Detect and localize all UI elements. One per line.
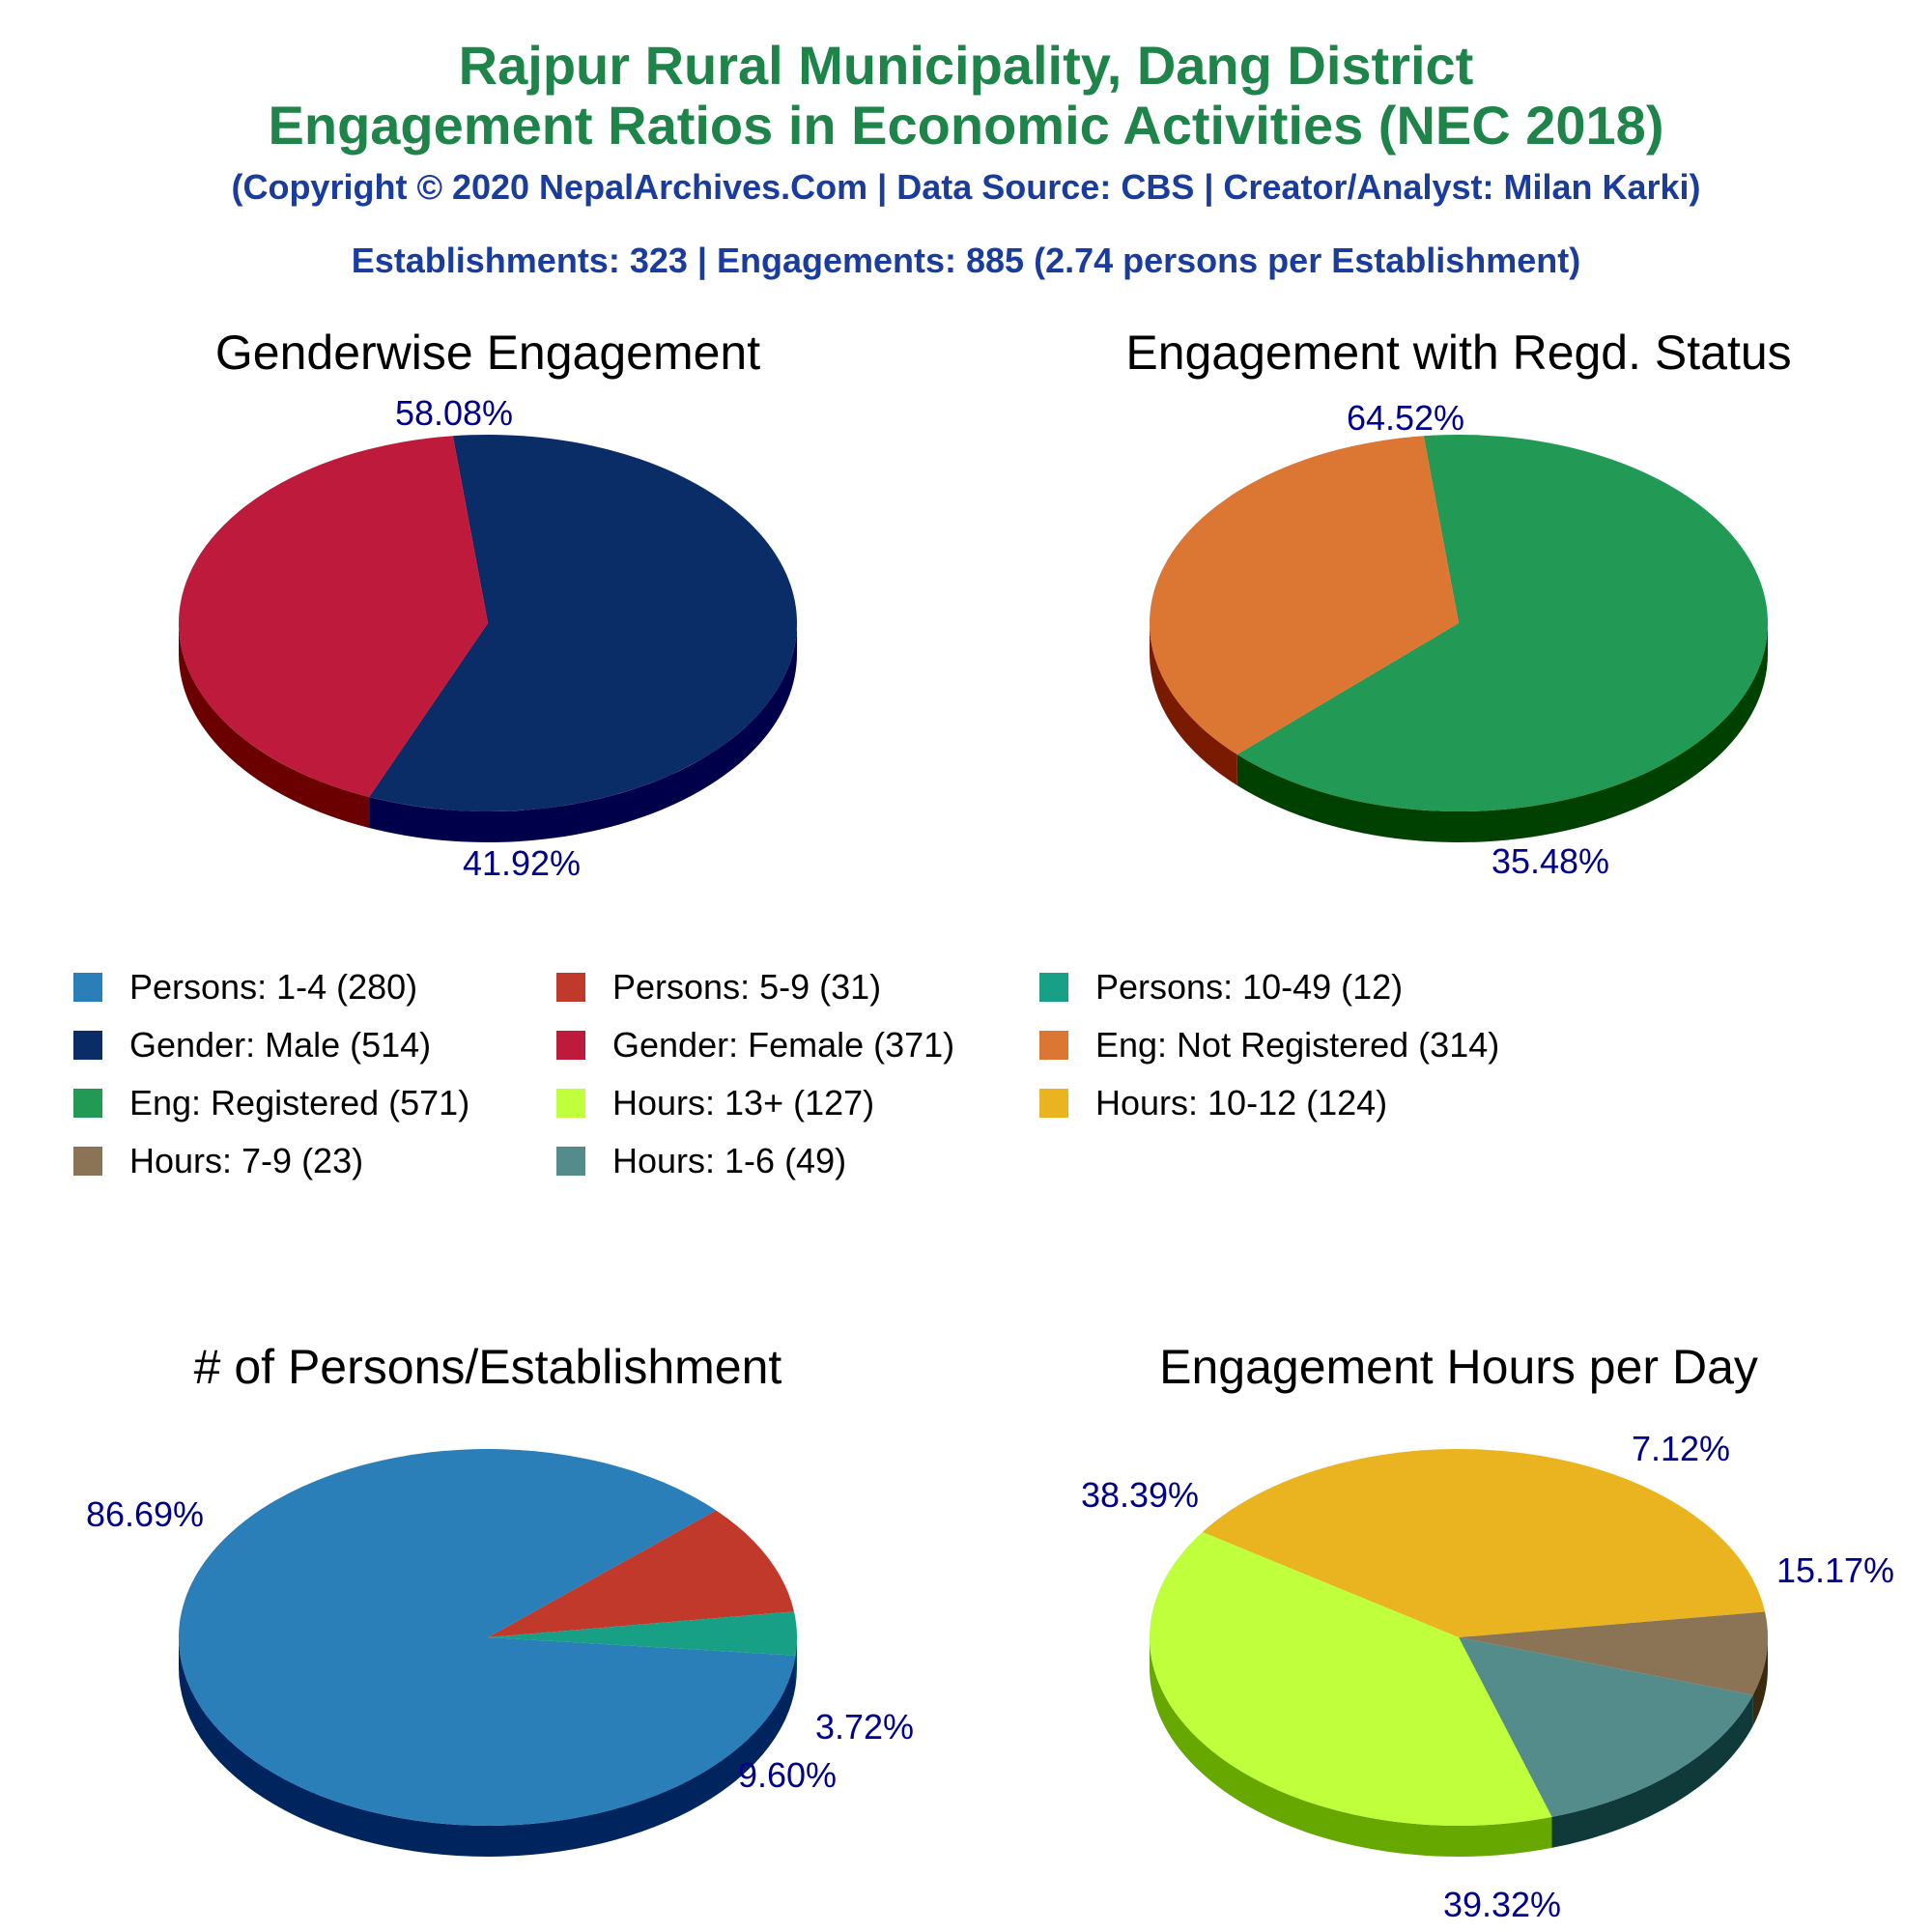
legend-swatch xyxy=(1039,1031,1068,1060)
pie-title: Engagement Hours per Day xyxy=(1159,1340,1758,1394)
pie-label-persons-5-9: 9.60% xyxy=(737,1755,838,1795)
pie-title: # of Persons/Establishment xyxy=(193,1340,782,1394)
legend-swatch xyxy=(556,1089,585,1118)
legend-item-gender-male xyxy=(73,1024,431,1066)
pie-chart-of-persons-establishment xyxy=(86,1340,914,1857)
legend-label: Gender: Male (514) xyxy=(129,1025,432,1065)
legend-swatch xyxy=(556,1031,585,1060)
legend-item-gender-female xyxy=(556,1024,954,1066)
chart-title-line2: Engagement Ratios in Economic Activities (NEC 2018) xyxy=(268,95,1664,156)
chart-title-line1: Rajpur Rural Municipality, Dang District xyxy=(458,35,1474,96)
pie-chart-engagement-with-regd-status xyxy=(1125,326,1791,881)
legend-item-persons-5-9 xyxy=(556,966,881,1009)
pie-label-gender-male: 58.08% xyxy=(394,393,514,433)
pie-chart-genderwise-engagement xyxy=(179,326,797,883)
pie-title: Genderwise Engagement xyxy=(214,326,761,380)
pie-label-hours-10-12: 38.39% xyxy=(1080,1475,1200,1515)
legend-swatch xyxy=(73,1031,102,1060)
pie-label-persons-10-49: 3.72% xyxy=(814,1707,915,1747)
pie-label-persons-1-4: 86.69% xyxy=(85,1494,205,1534)
legend-swatch xyxy=(556,973,585,1002)
legend-label: Persons: 10-49 (12) xyxy=(1095,967,1404,1007)
legend-label: Eng: Registered (571) xyxy=(129,1083,470,1122)
legend-swatch xyxy=(73,973,102,1002)
legend-label: Persons: 5-9 (31) xyxy=(612,967,882,1007)
legend-item-eng-not-registered xyxy=(1039,1024,1499,1066)
pie-label-hours-13: 39.32% xyxy=(1442,1885,1562,1924)
pie-label-hours-7-9: 7.12% xyxy=(1631,1429,1731,1468)
legend-item-hours-1-6 xyxy=(556,1140,846,1182)
pie-label-eng-registered: 64.52% xyxy=(1346,398,1465,438)
legend-label: Persons: 1-4 (280) xyxy=(129,967,418,1007)
legend-swatch xyxy=(1039,1089,1068,1118)
legend-label: Hours: 7-9 (23) xyxy=(129,1141,364,1180)
legend-label: Hours: 1-6 (49) xyxy=(612,1141,847,1180)
legend-label: Eng: Not Registered (314) xyxy=(1095,1025,1500,1065)
summary-subtitle: Establishments: 323 | Engagements: 885 (2.74 persons per Establishment) xyxy=(351,241,1581,280)
pie-label-gender-female: 41.92% xyxy=(462,843,582,883)
legend-item-persons-10-49 xyxy=(1039,966,1403,1009)
legend-swatch xyxy=(556,1147,585,1176)
legend-item-persons-1-4 xyxy=(73,966,417,1009)
legend-swatch xyxy=(1039,973,1068,1002)
legend-item-hours-7-9 xyxy=(73,1140,363,1182)
pie-chart-engagement-hours-per-day xyxy=(1081,1340,1894,1924)
legend-item-hours-10-12 xyxy=(1039,1082,1387,1124)
pie-title: Engagement with Regd. Status xyxy=(1125,326,1792,380)
legend-item-eng-registered xyxy=(73,1082,469,1124)
legend-label: Hours: 13+ (127) xyxy=(612,1083,875,1122)
legend-swatch xyxy=(73,1147,102,1176)
pie-label-eng-not-registered: 35.48% xyxy=(1491,841,1610,881)
pie-label-hours-1-6: 15.17% xyxy=(1776,1550,1895,1590)
legend-item-hours-13 xyxy=(556,1082,874,1124)
legend-label: Hours: 10-12 (124) xyxy=(1095,1083,1388,1122)
legend-label: Gender: Female (371) xyxy=(612,1025,955,1065)
legend-swatch xyxy=(73,1089,102,1118)
copyright-subtitle: (Copyright © 2020 NepalArchives.Com | Data Source: CBS | Creator/Analyst: Milan Karki) xyxy=(231,167,1701,207)
